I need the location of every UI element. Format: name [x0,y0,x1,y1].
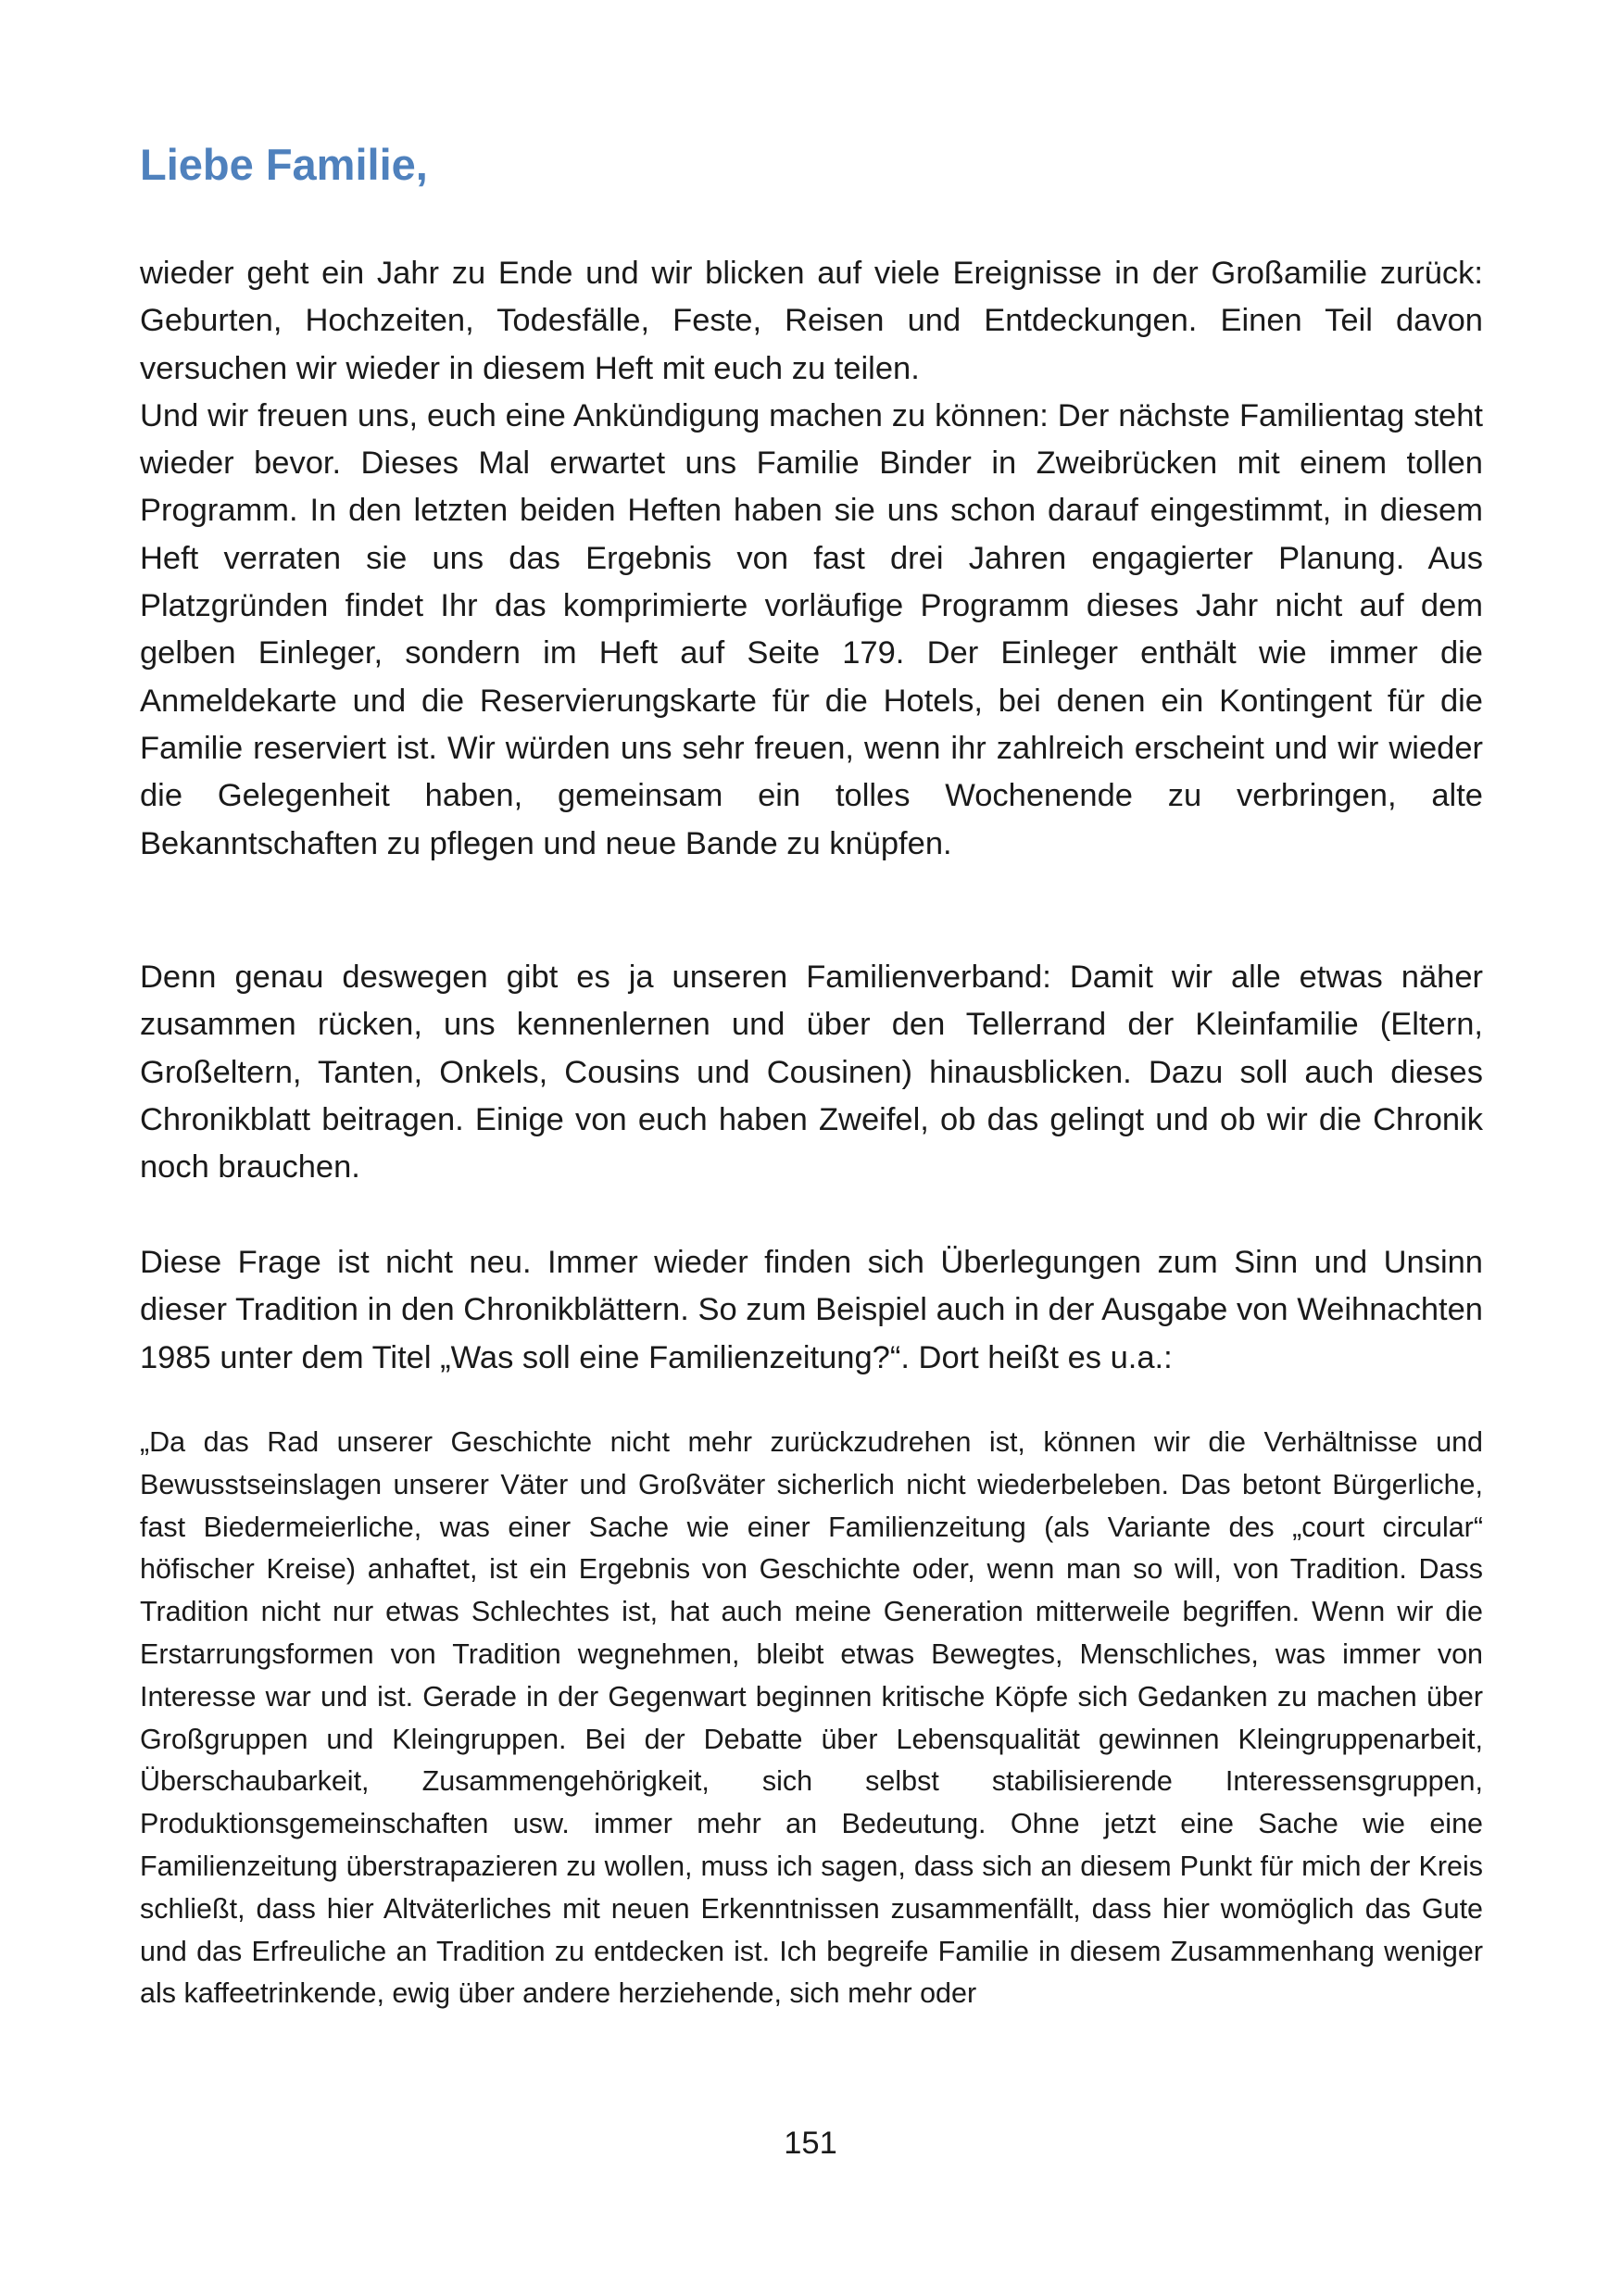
tradition-question-paragraph: Diese Frage ist nicht neu. Immer wieder finden sich Überlegungen zum Sinn und Unsinn dieser Tradition in den Chronikblättern. So zum Beispiel auch in der Ausgabe von Weihnachten 1985 unter dem Titel „Was soll eine Familienzeitung?“. Dort heißt es u.a.: [140,1245,1483,1375]
letter-heading: Liebe Familie, [140,140,428,189]
page-number: 151 [784,2126,837,2161]
quoted-excerpt: „Da das Rad unserer Geschichte nicht mehr zurückzudrehen ist, können wir die Verhältnisse und Bewusstseinslagen unserer Väter und Großväter sicherlich nicht wiederbeleben. Das betont Bürgerliche, fast Biedermeierliche, was einer Sache wie einer Familienzeitung (als Variante des „court circular“ höfischer Kreise) anhaftet, ist ein Ergebnis von Geschichte oder, wenn man so will, von Tradition. Dass Tradition nicht nur etwas Schlechtes ist, hat auch meine Generation mitterweile begriffen. Wenn wir die Erstarrungsformen von Tradition wegnehmen, bleibt etwas Bewegtes, Menschliches, was immer von Interesse war und ist. Gerade in der Gegenwart beginnen kritische Köpfe sich Gedanken zu machen über Großgruppen und Kleingruppen. Bei der Debatte über Lebensqualität gewinnen Kleingruppenarbeit, Überschaubarkeit, Zusammengehörigkeit, sich selbst stabilisierende Interessensgruppen, Produktionsgemeinschaften usw. immer mehr an Bedeutung. Ohne jetzt eine Sache wie eine Familienzeitung überstrapazieren zu wollen, muss ich sagen, dass sich an diesem Punkt für mich der Kreis schließt, dass hier Altväterliches mit neuen Erkenntnissen zusammenfällt, dass hier womöglich das Gute und das Erfreuliche an Tradition zu entdecken ist. Ich begreife Familie in diesem Zusammenhang weniger als kaffeetrinkende, ewig über andere herziehende, sich mehr oder [140,1426,1483,2010]
intro-paragraph: wieder geht ein Jahr zu Ende und wir blicken auf viele Ereignisse in der Großamilie zurück: Geburten, Hochzeiten, Todesfälle, Feste, Reisen und Entdeckungen. Einen Teil davon versuchen wir wieder in diesem Heft mit euch zu teilen. Und wir freuen uns, euch eine Ankündigung machen zu können: Der nächste Familientag steht wieder bevor. Dieses Mal erwartet uns Familie Binder in Zweibrücken mit einem tollen Programm. In den letzten beiden Heften haben sie uns schon darauf eingestimmt, in diesem Heft verraten sie uns das Ergebnis von fast drei Jahren engagierter Planung. Aus Platzgründen findet Ihr das komprimierte vorläufige Programm dieses Jahr nicht auf dem gelben Einleger, sondern im Heft auf Seite 179. Der Einleger enthält wie immer die Anmeldekarte und die Reservierungskarte für die Hotels, bei denen ein Kontingent für die Familie reserviert ist. Wir würden uns sehr freuen, wenn ihr zahlreich erscheint und wir wieder die Gelegenheit haben, gemeinsam ein tolles Wochenende zu verbringen, alte Bekanntschaften zu pflegen und neue Bande zu knüpfen. [140,256,1483,861]
family-association-paragraph: Denn genau deswegen gibt es ja unseren Familienverband: Damit wir alle etwas näher zusammen rücken, uns kennenlernen und über den Tellerrand der Kleinfamilie (Eltern, Großeltern, Tanten, Onkels, Cousins und Cousinen) hinausblicken. Dazu soll auch dieses Chronikblatt beitragen. Einige von euch haben Zweifel, ob das gelingt und ob wir die Chronik noch brauchen. [140,960,1483,1186]
